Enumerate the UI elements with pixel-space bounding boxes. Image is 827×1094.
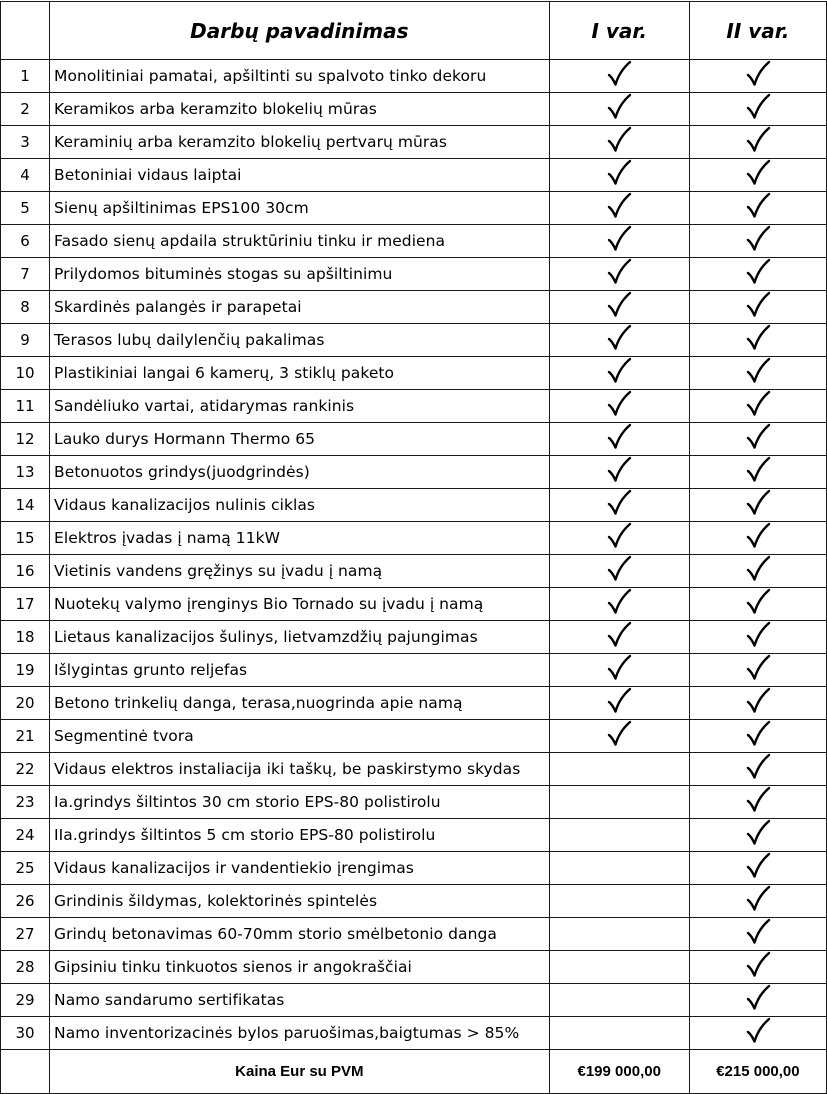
variant-1-cell: [549, 159, 689, 192]
variant-1-cell: [549, 324, 689, 357]
table-row: [1, 225, 827, 258]
variant-2-cell: [689, 324, 826, 357]
table-row: [1, 654, 827, 687]
work-name: Terasos lubų dailylenčių pakalimas: [50, 324, 550, 357]
variant-2-cell: [689, 654, 826, 687]
row-number: 28: [1, 951, 50, 984]
check-mark-icon: [745, 456, 771, 484]
check-mark-icon: [606, 687, 632, 715]
total-empty-cell: [1, 1050, 50, 1094]
variant-1-price: €199 000,00: [549, 1050, 689, 1094]
variant-2-cell: [689, 852, 826, 885]
variant-1-cell: [549, 126, 689, 159]
row-number: 19: [1, 654, 50, 687]
row-number: 13: [1, 456, 50, 489]
total-price-label: Kaina Eur su PVM: [50, 1050, 550, 1094]
table-row: [1, 852, 827, 885]
row-number: 14: [1, 489, 50, 522]
variant-1-cell: [549, 654, 689, 687]
table-row: [1, 984, 827, 1017]
table-row: [1, 324, 827, 357]
row-number: 20: [1, 687, 50, 720]
row-number: 12: [1, 423, 50, 456]
work-name: Gipsiniu tinku tinkuotos sienos ir angokraščiai: [50, 951, 550, 984]
check-mark-icon: [745, 885, 771, 913]
check-mark-icon: [606, 390, 632, 418]
variant-2-cell: [689, 522, 826, 555]
table-row: [1, 291, 827, 324]
variant-1-cell: [549, 93, 689, 126]
variant-2-cell: [689, 489, 826, 522]
row-number: 26: [1, 885, 50, 918]
row-number: 7: [1, 258, 50, 291]
variant-1-cell: [549, 786, 689, 819]
variant-2-cell: [689, 192, 826, 225]
row-number: 25: [1, 852, 50, 885]
header-number-column: [1, 2, 50, 60]
table-row: [1, 423, 827, 456]
variant-1-cell: [549, 918, 689, 951]
table-row: [1, 687, 827, 720]
row-number: 9: [1, 324, 50, 357]
row-number: 1: [1, 60, 50, 93]
work-name: Išlygintas grunto reljefas: [50, 654, 550, 687]
table-row: [1, 555, 827, 588]
variant-2-cell: [689, 390, 826, 423]
variant-1-cell: [549, 192, 689, 225]
table-row: [1, 951, 827, 984]
table-row: [1, 588, 827, 621]
variant-1-cell: [549, 258, 689, 291]
table-row: [1, 918, 827, 951]
check-mark-icon: [606, 324, 632, 352]
table-row: [1, 885, 827, 918]
check-mark-icon: [606, 654, 632, 682]
work-name: Namo inventorizacinės bylos paruošimas,baigtumas > 85%: [50, 1017, 550, 1050]
work-name: Betonuotos grindys(juodgrindės): [50, 456, 550, 489]
work-name: Vidaus elektros instaliacija iki taškų, be paskirstymo skydas: [50, 753, 550, 786]
work-name: Plastikiniai langai 6 kamerų, 3 stiklų paketo: [50, 357, 550, 390]
variant-2-cell: [689, 456, 826, 489]
check-mark-icon: [606, 225, 632, 253]
check-mark-icon: [745, 192, 771, 220]
variant-2-cell: [689, 1017, 826, 1050]
row-number: 11: [1, 390, 50, 423]
check-mark-icon: [606, 621, 632, 649]
variant-1-cell: [549, 291, 689, 324]
check-mark-icon: [745, 951, 771, 979]
work-name: Elektros įvadas į namą 11kW: [50, 522, 550, 555]
table-row: [1, 1017, 827, 1050]
header-variant-1: I var.: [549, 2, 689, 60]
check-mark-icon: [745, 687, 771, 715]
variant-1-cell: [549, 588, 689, 621]
variant-2-cell: [689, 60, 826, 93]
variant-1-cell: [549, 885, 689, 918]
row-number: 15: [1, 522, 50, 555]
check-mark-icon: [745, 654, 771, 682]
row-number: 18: [1, 621, 50, 654]
check-mark-icon: [745, 258, 771, 286]
variant-2-cell: [689, 984, 826, 1017]
table-row: [1, 192, 827, 225]
check-mark-icon: [745, 126, 771, 154]
table-row: [1, 390, 827, 423]
variant-2-cell: [689, 225, 826, 258]
variant-2-cell: [689, 819, 826, 852]
variant-2-cell: [689, 885, 826, 918]
header-variant-2: II var.: [689, 2, 826, 60]
work-name: Segmentinė tvora: [50, 720, 550, 753]
work-name: Lietaus kanalizacijos šulinys, lietvamzdžių pajungimas: [50, 621, 550, 654]
check-mark-icon: [745, 555, 771, 583]
table-row: [1, 720, 827, 753]
work-name: Grindinis šildymas, kolektorinės spintelės: [50, 885, 550, 918]
variant-2-cell: [689, 423, 826, 456]
variant-1-cell: [549, 621, 689, 654]
variant-2-cell: [689, 588, 826, 621]
check-mark-icon: [745, 1017, 771, 1045]
variant-2-cell: [689, 159, 826, 192]
table-row: [1, 621, 827, 654]
check-mark-icon: [606, 720, 632, 748]
row-number: 5: [1, 192, 50, 225]
check-mark-icon: [745, 324, 771, 352]
work-name: Betoniniai vidaus laiptai: [50, 159, 550, 192]
variant-2-cell: [689, 621, 826, 654]
work-name: Namo sandarumo sertifikatas: [50, 984, 550, 1017]
row-number: 3: [1, 126, 50, 159]
work-name: Betono trinkelių danga, terasa,nuogrinda apie namą: [50, 687, 550, 720]
check-mark-icon: [606, 291, 632, 319]
work-name: Keramikos arba keramzito blokelių mūras: [50, 93, 550, 126]
variant-1-cell: [549, 687, 689, 720]
row-number: 27: [1, 918, 50, 951]
table-row: [1, 819, 827, 852]
work-name: Sandėliuko vartai, atidarymas rankinis: [50, 390, 550, 423]
variant-1-cell: [549, 225, 689, 258]
table-row: [1, 753, 827, 786]
work-name: Nuotekų valymo įrenginys Bio Tornado su įvadu į namą: [50, 588, 550, 621]
check-mark-icon: [745, 819, 771, 847]
check-mark-icon: [606, 192, 632, 220]
variant-1-cell: [549, 522, 689, 555]
variant-1-cell: [549, 753, 689, 786]
variant-2-cell: [689, 951, 826, 984]
check-mark-icon: [606, 60, 632, 88]
variant-1-cell: [549, 489, 689, 522]
variant-2-cell: [689, 687, 826, 720]
variant-1-cell: [549, 720, 689, 753]
variant-1-cell: [549, 357, 689, 390]
row-number: 23: [1, 786, 50, 819]
variant-1-cell: [549, 555, 689, 588]
check-mark-icon: [606, 159, 632, 187]
check-mark-icon: [606, 522, 632, 550]
check-mark-icon: [606, 357, 632, 385]
table-row: [1, 456, 827, 489]
check-mark-icon: [745, 390, 771, 418]
header-works-name: Darbų pavadinimas: [50, 2, 550, 60]
variant-2-cell: [689, 357, 826, 390]
table-row: [1, 786, 827, 819]
check-mark-icon: [745, 93, 771, 121]
work-name: Sienų apšiltinimas EPS100 30cm: [50, 192, 550, 225]
check-mark-icon: [745, 225, 771, 253]
table-row: [1, 258, 827, 291]
variant-2-cell: [689, 291, 826, 324]
table-row: [1, 93, 827, 126]
check-mark-icon: [745, 720, 771, 748]
check-mark-icon: [606, 456, 632, 484]
check-mark-icon: [606, 126, 632, 154]
variant-1-cell: [549, 390, 689, 423]
variant-2-cell: [689, 93, 826, 126]
table-row: [1, 159, 827, 192]
row-number: 22: [1, 753, 50, 786]
variant-2-cell: [689, 918, 826, 951]
total-price-row: [1, 1050, 827, 1094]
variant-2-cell: [689, 258, 826, 291]
work-name: Fasado sienų apdaila struktūriniu tinku ir mediena: [50, 225, 550, 258]
check-mark-icon: [745, 489, 771, 517]
check-mark-icon: [745, 159, 771, 187]
check-mark-icon: [745, 918, 771, 946]
variant-2-cell: [689, 555, 826, 588]
work-name: IIa.grindys šiltintos 5 cm storio EPS-80 polistirolu: [50, 819, 550, 852]
variant-1-cell: [549, 456, 689, 489]
work-name: Vidaus kanalizacijos ir vandentiekio įrengimas: [50, 852, 550, 885]
check-mark-icon: [606, 258, 632, 286]
variant-2-cell: [689, 786, 826, 819]
check-mark-icon: [606, 93, 632, 121]
row-number: 4: [1, 159, 50, 192]
work-name: Vietinis vandens gręžinys su įvadu į namą: [50, 555, 550, 588]
work-name: Monolitiniai pamatai, apšiltinti su spalvoto tinko dekoru: [50, 60, 550, 93]
check-mark-icon: [745, 786, 771, 814]
row-number: 30: [1, 1017, 50, 1050]
variant-1-cell: [549, 819, 689, 852]
variant-2-price: €215 000,00: [689, 1050, 826, 1094]
check-mark-icon: [745, 621, 771, 649]
table-header-row: [1, 2, 827, 60]
variant-1-cell: [549, 60, 689, 93]
work-name: Vidaus kanalizacijos nulinis ciklas: [50, 489, 550, 522]
row-number: 24: [1, 819, 50, 852]
variant-2-cell: [689, 720, 826, 753]
check-mark-icon: [606, 588, 632, 616]
check-mark-icon: [745, 852, 771, 880]
variant-2-cell: [689, 126, 826, 159]
table-row: [1, 357, 827, 390]
table-row: [1, 522, 827, 555]
check-mark-icon: [745, 588, 771, 616]
row-number: 17: [1, 588, 50, 621]
works-comparison-table: [0, 1, 827, 1094]
check-mark-icon: [745, 522, 771, 550]
check-mark-icon: [745, 357, 771, 385]
work-name: Prilydomos bituminės stogas su apšiltinimu: [50, 258, 550, 291]
work-name: Keraminių arba keramzito blokelių pertvarų mūras: [50, 126, 550, 159]
row-number: 29: [1, 984, 50, 1017]
check-mark-icon: [745, 423, 771, 451]
check-mark-icon: [745, 753, 771, 781]
table-body: [1, 60, 827, 1050]
row-number: 21: [1, 720, 50, 753]
variant-2-cell: [689, 753, 826, 786]
row-number: 6: [1, 225, 50, 258]
check-mark-icon: [745, 291, 771, 319]
check-mark-icon: [745, 984, 771, 1012]
variant-1-cell: [549, 423, 689, 456]
table-row: [1, 60, 827, 93]
table-row: [1, 126, 827, 159]
row-number: 2: [1, 93, 50, 126]
check-mark-icon: [606, 489, 632, 517]
work-name: Grindų betonavimas 60-70mm storio smėlbetonio danga: [50, 918, 550, 951]
variant-1-cell: [549, 1017, 689, 1050]
work-name: Skardinės palangės ir parapetai: [50, 291, 550, 324]
variant-1-cell: [549, 984, 689, 1017]
row-number: 8: [1, 291, 50, 324]
table-row: [1, 489, 827, 522]
variant-1-cell: [549, 951, 689, 984]
variant-1-cell: [549, 852, 689, 885]
check-mark-icon: [606, 555, 632, 583]
work-name: Ia.grindys šiltintos 30 cm storio EPS-80 polistirolu: [50, 786, 550, 819]
check-mark-icon: [606, 423, 632, 451]
work-name: Lauko durys Hormann Thermo 65: [50, 423, 550, 456]
row-number: 16: [1, 555, 50, 588]
row-number: 10: [1, 357, 50, 390]
check-mark-icon: [745, 60, 771, 88]
